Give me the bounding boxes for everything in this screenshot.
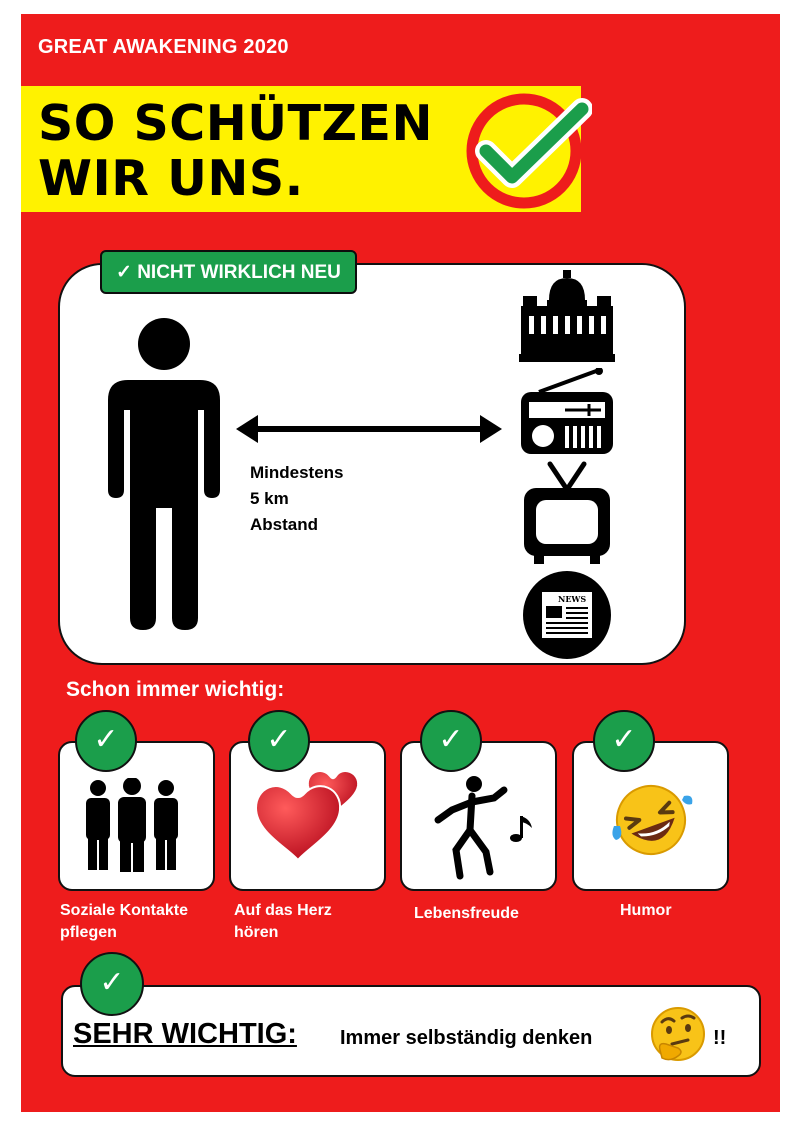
tv-icon (522, 460, 612, 566)
distance-line-2: 5 km (250, 489, 289, 508)
laughing-emoji-icon (608, 780, 694, 860)
checkmark-circle-icon: ✓ (593, 710, 655, 772)
very-important-label: SEHR WICHTIG: (73, 1018, 297, 1050)
page-title (38, 96, 433, 206)
government-building-icon (519, 270, 615, 362)
card-label-heart-line-2: hören (234, 924, 279, 941)
card-label-humor (620, 900, 672, 922)
card-label-heart (234, 900, 332, 944)
think-independently-text: Immer selbständig denken (340, 1027, 593, 1049)
person-icon (104, 318, 224, 632)
checkmark-badge-icon (464, 89, 592, 217)
checkmark-circle-icon: ✓ (420, 710, 482, 772)
double-arrow-icon (234, 413, 504, 445)
card-label-joy-line-1: Lebensfreude (414, 905, 519, 922)
card-label-social-line-1: Soziale Kontakte (60, 902, 189, 919)
checkmark-circle-icon: ✓ (80, 952, 144, 1016)
dancing-person-icon (432, 772, 542, 882)
card-label-social-line-2: pflegen (60, 924, 117, 941)
distance-line-3: Abstand (250, 515, 318, 534)
checkmark-circle-icon: ✓ (248, 710, 310, 772)
distance-line-1: Mindestens (250, 463, 344, 482)
distance-text (250, 460, 344, 538)
newspaper-label: NEWS (558, 594, 587, 604)
section-title: Schon immer wichtig: (66, 678, 285, 701)
kicker-text: GREAT AWAKENING 2020 (38, 36, 289, 58)
card-label-humor-line-1: Humor (620, 902, 672, 919)
group-people-icon (80, 778, 184, 874)
title-line-2: WIR UNS. (38, 150, 304, 207)
checkmark-circle-icon: ✓ (75, 710, 137, 772)
title-line-1: SO SCHÜTZEN (38, 95, 433, 152)
radio-icon (519, 368, 615, 456)
newspaper-icon (522, 570, 612, 660)
exclamation-suffix: !! (713, 1027, 727, 1049)
thinking-face-icon (648, 1006, 708, 1066)
hearts-icon (252, 768, 362, 864)
card-label-joy (414, 903, 519, 925)
card-label-heart-line-1: Auf das Herz (234, 902, 332, 919)
not-really-new-tag: ✓ NICHT WIRKLICH NEU (100, 250, 357, 294)
card-label-social (60, 900, 188, 944)
